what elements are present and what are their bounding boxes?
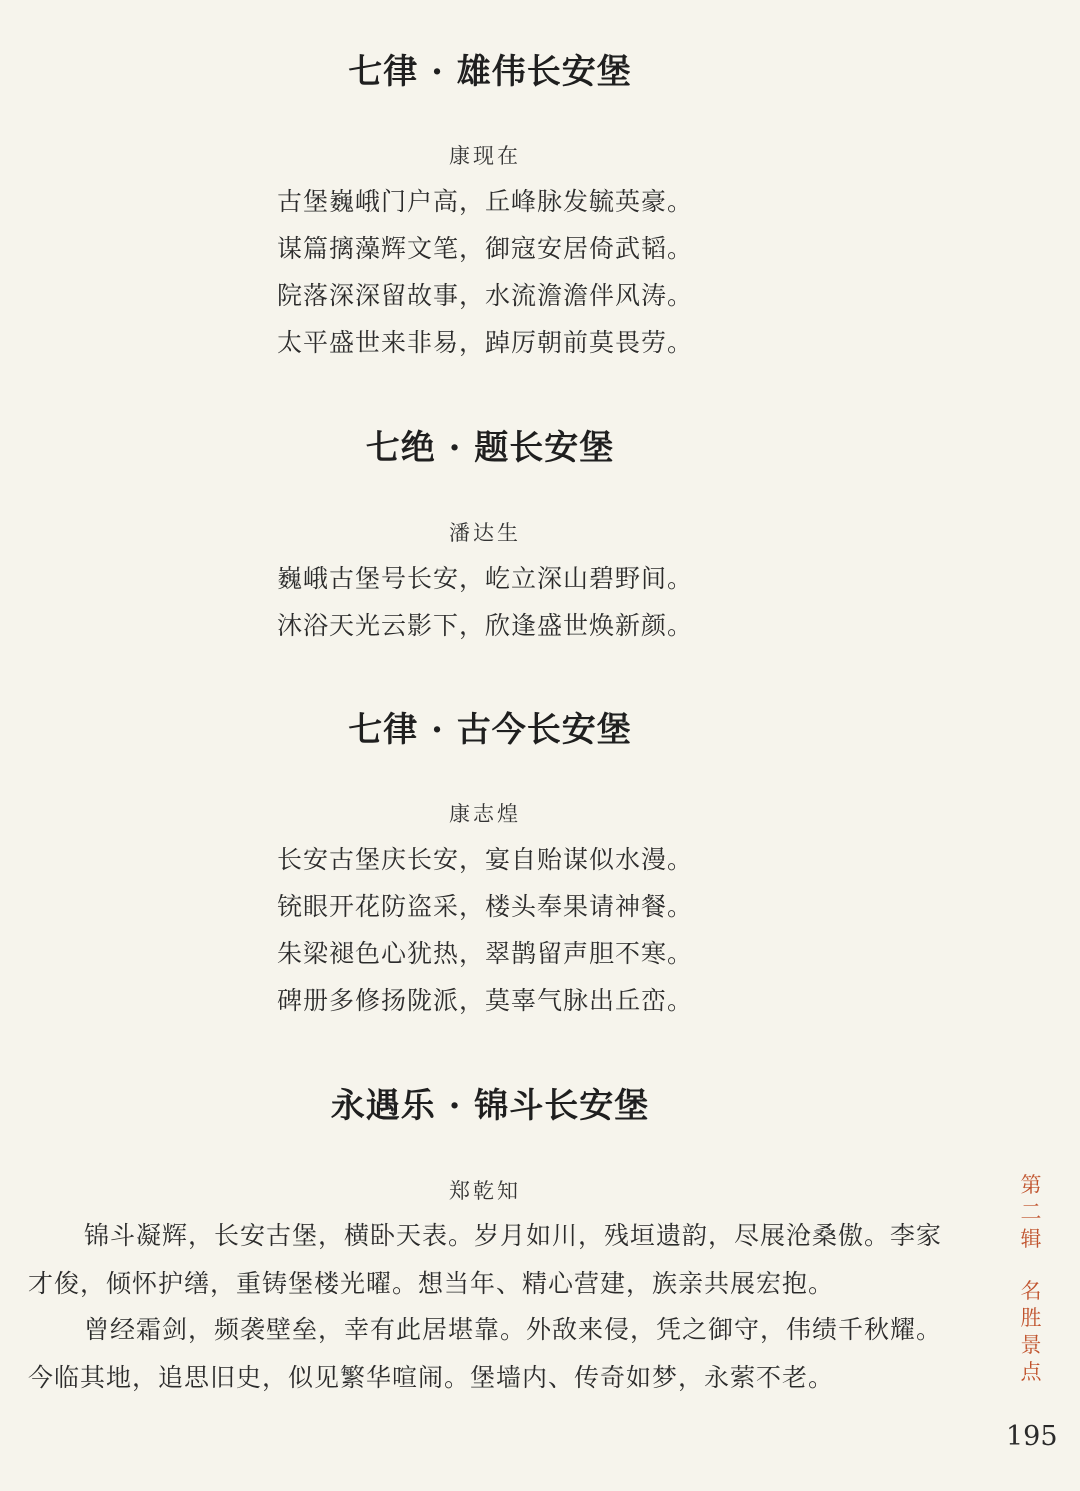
poem-line: 铳眼开花防盗采，楼头奉果请神餐。 (276, 892, 693, 921)
poem-line: 巍峨古堡号长安，屹立深山碧野间。 (276, 564, 693, 593)
poem-author: 郑乾知 (449, 1179, 521, 1203)
poem-title: 永遇乐 · 锦斗长安堡 (330, 1086, 650, 1126)
poem-line: 太平盛世来非易，踔厉朝前莫畏劳。 (276, 328, 693, 357)
poem-author: 康志煌 (449, 802, 521, 826)
poem-author: 康现在 (449, 144, 521, 168)
poem-line: 谋篇摛藻辉文笔，御寇安居倚武韬。 (276, 234, 693, 263)
poem-line: 朱梁褪色心犹热，翠鹊留声胆不寒。 (276, 939, 693, 968)
poem-line: 长安古堡庆长安，宴自贻谋似水漫。 (276, 845, 693, 874)
poem-line: 古堡巍峨门户高，丘峰脉发毓英豪。 (276, 187, 693, 216)
poem-title: 七律 · 古今长安堡 (348, 710, 632, 750)
category-label: 名胜景点 (1020, 1279, 1042, 1384)
poem-line: 院落深深留故事，水流澹澹伴风涛。 (276, 281, 693, 310)
poem-title: 七绝 · 题长安堡 (365, 428, 615, 468)
poem-line: 沐浴天光云影下，欣逢盛世焕新颜。 (276, 611, 693, 640)
poem-paragraph: 锦斗凝辉，长安古堡，横卧天表。岁月如川，残垣遗韵，尽展沧桑傲。李家才俊，倾怀护缮，重铸堡楼光曜。想当年、精心营建，族亲共展宏抱。 (28, 1221, 943, 1298)
page-number: 195 (1006, 1421, 1058, 1452)
poem-paragraph: 曾经霜剑，频袭壁垒，幸有此居堪靠。外敌来侵，凭之御守，伟绩千秋耀。今临其地，追思旧史，似见繁华喧闹。堡墙内、传奇如梦，永萦不老。 (28, 1315, 943, 1392)
section-label: 第二辑 (1020, 1173, 1042, 1251)
poem-author: 潘达生 (449, 521, 521, 545)
poem-line: 碑册多修扬陇派，莫辜气脉出丘峦。 (276, 986, 693, 1015)
poem-title: 七律 · 雄伟长安堡 (348, 52, 632, 92)
